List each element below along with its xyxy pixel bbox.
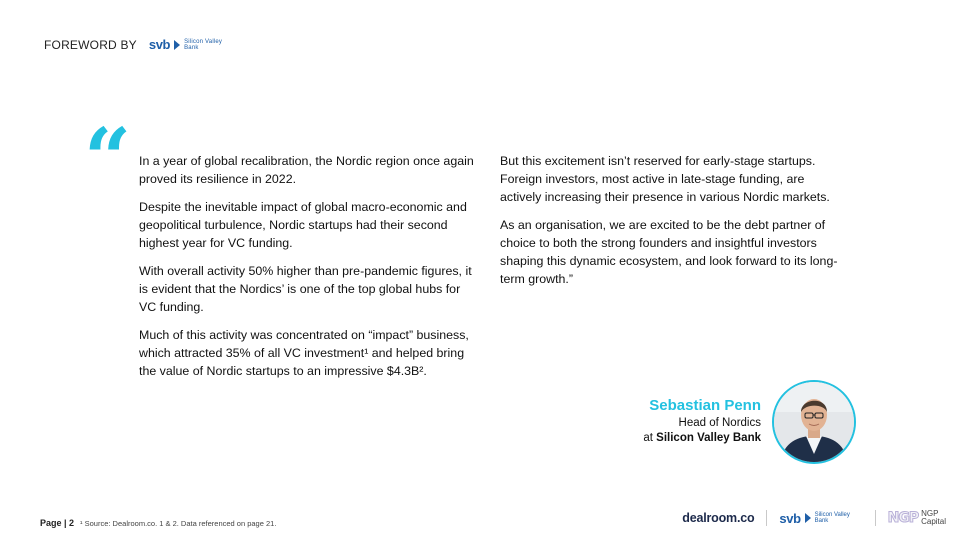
avatar-portrait-icon xyxy=(774,382,854,462)
logo-divider xyxy=(766,510,767,526)
foreword-label: FOREWORD BY xyxy=(44,37,137,52)
page-number: Page | 2 xyxy=(40,518,75,528)
svb-logo xyxy=(149,37,232,52)
footer-svb-mark: svb xyxy=(779,510,801,526)
footer-svb-line1: Silicon Valley xyxy=(814,512,850,518)
ngp-line1: NGP xyxy=(921,509,939,518)
svb-subtitle-line2: Bank xyxy=(184,44,199,51)
ngp-line2: Capital xyxy=(921,517,946,526)
header xyxy=(44,37,232,52)
quote-left-column xyxy=(139,152,479,390)
author-org-name: Silicon Valley Bank xyxy=(656,432,761,444)
footer-svb-line2: Bank xyxy=(814,518,829,524)
quote-paragraph: With overall activity 50% higher than pre-pandemic figures, it is evident that the Nordics’ is one of the top global hubs for VC funding. xyxy=(139,264,472,314)
svb-logo-mark: svb xyxy=(148,37,171,52)
author-block xyxy=(643,396,761,446)
ngp-text xyxy=(921,510,946,526)
quote-mark-icon: “ xyxy=(84,111,132,207)
quote-right-column xyxy=(500,152,840,298)
quote-paragraph: But this excitement isn’t reserved for early-stage startups. Foreign investors, most active in late-stage funding, are actively increasing their presence in various Nordic markets. xyxy=(500,154,830,204)
author-org xyxy=(643,431,761,446)
logo-divider xyxy=(875,510,876,526)
quote-paragraph: Much of this activity was concentrated on “impact” business, which attracted 35% of all VC investment¹ and helped bring the value of Nordic startups to an impressive $4.3B². xyxy=(139,328,469,378)
quote-paragraph: Despite the inevitable impact of global macro-economic and geopolitical turbulence, Nordic startups had their second highest year for VC funding. xyxy=(139,200,467,250)
footer-source: ¹ Source: Dealroom.co. 1 & 2. Data referenced on page 21. xyxy=(80,519,277,528)
footer-svb-chevron-icon xyxy=(805,513,811,523)
svb-subtitle-line1: Silicon Valley xyxy=(184,38,223,45)
quote-paragraph: In a year of global recalibration, the Nordic region once again proved its resilience in 2022. xyxy=(139,154,474,186)
svb-logo-subtitle xyxy=(184,39,232,51)
ngp-mark: NGP xyxy=(887,510,919,526)
footer-svb-subtitle xyxy=(815,512,863,524)
svb-chevron-icon xyxy=(174,40,180,50)
footer-logos xyxy=(682,510,946,526)
footer-left xyxy=(40,518,276,528)
dealroom-logo: dealroom.co xyxy=(682,511,755,525)
footer-svb-logo xyxy=(779,511,862,526)
author-role: Head of Nordics xyxy=(678,417,761,429)
ngp-capital-logo xyxy=(888,510,946,526)
quote-paragraph: As an organisation, we are excited to be the debt partner of choice to both the strong founders and insightful investors shaping this dynamic ecosystem, and look forward to its long-term growth.” xyxy=(500,218,838,286)
avatar xyxy=(772,380,856,464)
author-org-prefix: at xyxy=(643,432,653,444)
author-name: Sebastian Penn xyxy=(649,397,761,414)
